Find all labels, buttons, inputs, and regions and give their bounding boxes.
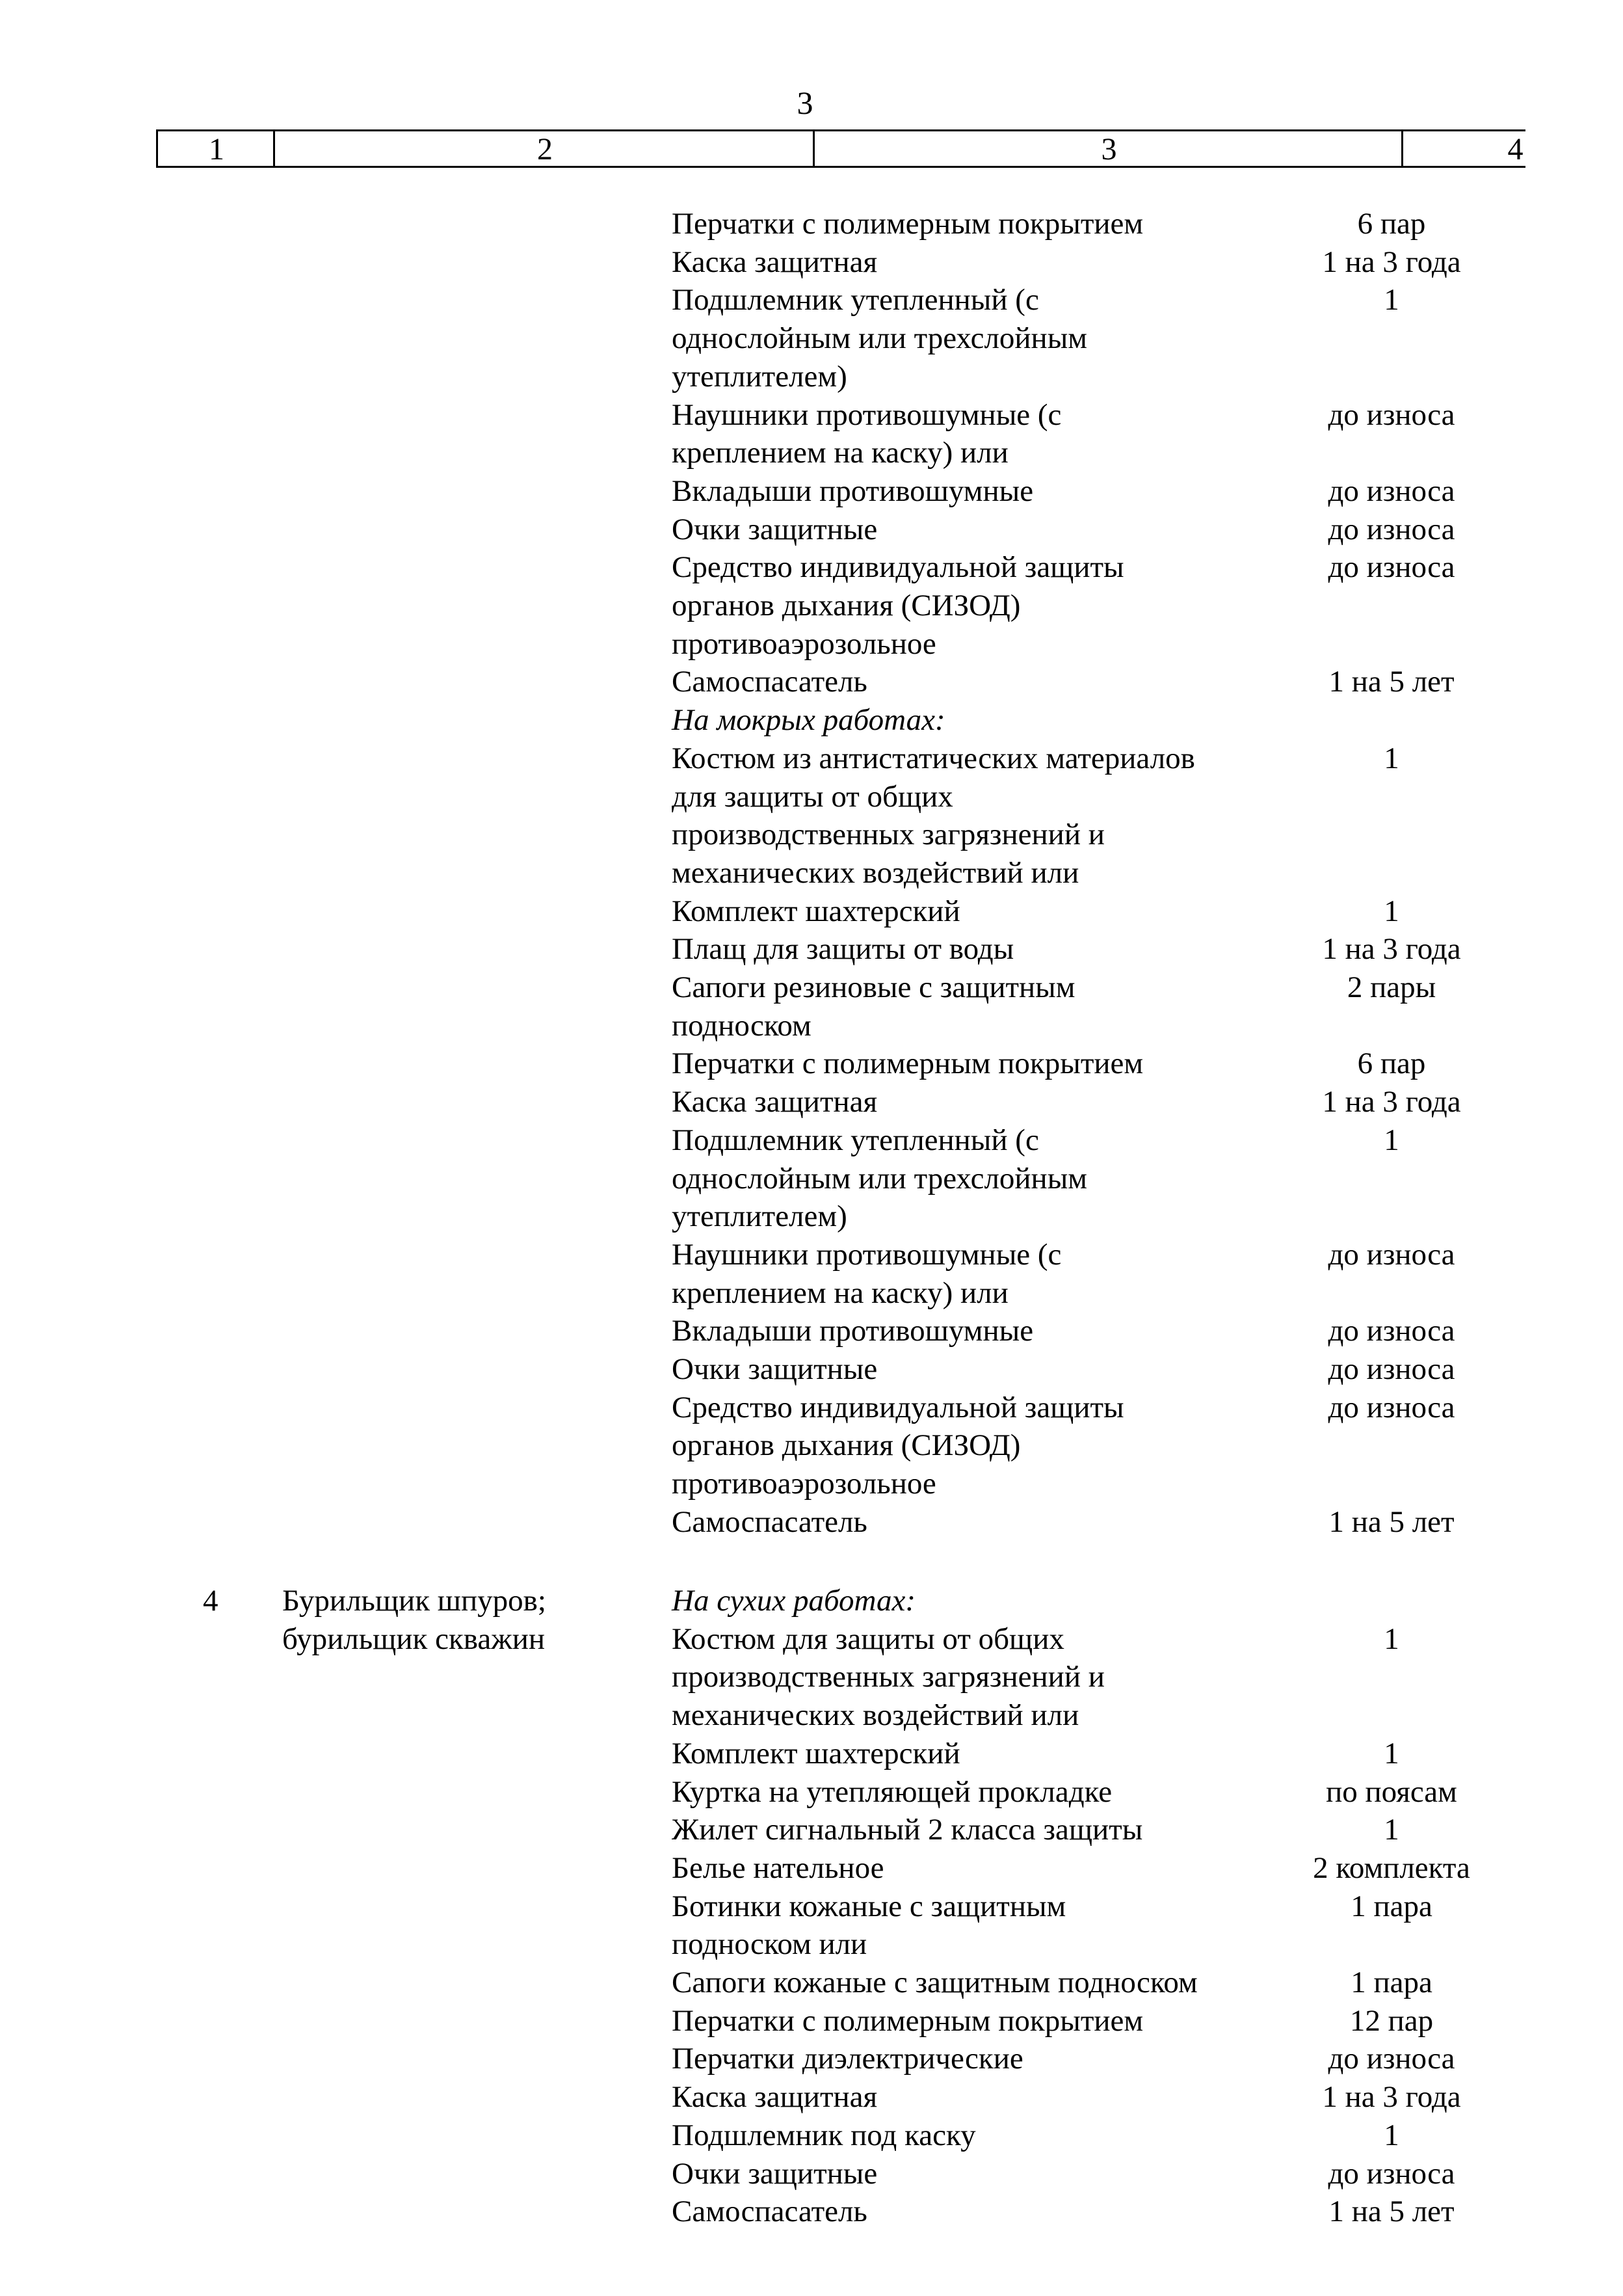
item-description: для защиты от общих bbox=[672, 779, 953, 814]
item-description: противоаэрозольное bbox=[672, 1467, 936, 1501]
item-description: Вкладыши противошумные bbox=[672, 474, 1034, 508]
item-description: Самоспасатель bbox=[672, 665, 867, 699]
item-amount: до износа bbox=[1328, 2156, 1455, 2191]
item-description: противоаэрозольное bbox=[672, 626, 936, 661]
item-amount: до износа bbox=[1328, 1314, 1455, 1348]
item-description: Перчатки с полимерным покрытием bbox=[672, 207, 1144, 241]
item-description: Куртка на утепляющей прокладке bbox=[672, 1774, 1113, 1809]
header-col-2: 2 bbox=[537, 132, 553, 167]
item-description: утеплителем) bbox=[672, 1199, 847, 1234]
item-description: Средство индивидуальной защиты bbox=[672, 550, 1124, 585]
item-amount: до износа bbox=[1328, 1237, 1455, 1272]
header-col-3: 3 bbox=[1101, 132, 1117, 167]
item-description: Ботинки кожаные с защитным bbox=[672, 1889, 1066, 1923]
item-amount: до износа bbox=[1328, 550, 1455, 585]
item-description: Костюм для защиты от общих bbox=[672, 1622, 1064, 1656]
item-amount: 1 bbox=[1384, 894, 1399, 928]
item-description: Очки защитные bbox=[672, 512, 878, 546]
profession-name: бурильщик скважин bbox=[282, 1622, 545, 1656]
item-description: Каска защитная bbox=[672, 2080, 878, 2115]
item-description: механических воздействий или bbox=[672, 1698, 1079, 1733]
item-description: Жилет сигнальный 2 класса защиты bbox=[672, 1813, 1143, 1847]
item-amount: 1 на 5 лет bbox=[1328, 665, 1455, 699]
header-col-1: 1 bbox=[209, 132, 224, 167]
item-amount: до износа bbox=[1328, 2042, 1455, 2076]
item-amount: 1 на 3 года bbox=[1322, 245, 1461, 279]
section-heading: На мокрых работах: bbox=[672, 703, 945, 738]
item-amount: до износа bbox=[1328, 474, 1455, 508]
item-amount: 12 пар bbox=[1349, 2003, 1434, 2038]
item-description: однослойным или трехслойным bbox=[672, 321, 1088, 356]
item-description: Очки защитные bbox=[672, 2156, 878, 2191]
item-amount: 1 пара bbox=[1351, 1889, 1432, 1923]
item-description: утеплителем) bbox=[672, 359, 847, 394]
item-amount: 1 bbox=[1384, 2118, 1399, 2152]
item-description: креплением на каску) или bbox=[672, 436, 1009, 470]
item-description: Каска защитная bbox=[672, 1085, 878, 1119]
header-col-4: 4 bbox=[1507, 132, 1524, 167]
item-description: Плащ для защиты от воды bbox=[672, 932, 1014, 967]
item-description: Перчатки диэлектрические bbox=[672, 2042, 1023, 2076]
item-description: Самоспасатель bbox=[672, 2195, 867, 2229]
item-amount: 1 bbox=[1384, 1813, 1399, 1847]
item-amount: 1 на 5 лет bbox=[1328, 2195, 1455, 2229]
item-amount: 1 bbox=[1384, 1123, 1399, 1157]
item-amount: 1 bbox=[1384, 283, 1399, 317]
item-description: Подшлемник утепленный (с bbox=[672, 283, 1039, 317]
item-amount: 2 пары bbox=[1347, 970, 1436, 1004]
item-description: Перчатки с полимерным покрытием bbox=[672, 2003, 1144, 2038]
row-number: 4 bbox=[203, 1584, 218, 1618]
item-description: Комплект шахтерский bbox=[672, 1736, 960, 1770]
item-description: механических воздействий или bbox=[672, 855, 1079, 890]
item-description: производственных загрязнений и bbox=[672, 818, 1105, 852]
item-amount: до износа bbox=[1328, 512, 1455, 546]
item-description: подноском bbox=[672, 1008, 812, 1043]
item-description: Каска защитная bbox=[672, 245, 878, 279]
item-description: Белье нательное bbox=[672, 1850, 884, 1885]
item-amount: 6 пар bbox=[1357, 207, 1426, 241]
item-amount: 1 на 5 лет bbox=[1328, 1504, 1455, 1539]
item-amount: до износа bbox=[1328, 1390, 1455, 1424]
item-description: Сапоги резиновые с защитным bbox=[672, 970, 1075, 1004]
page-number: 3 bbox=[797, 85, 813, 121]
item-description: Комплект шахтерский bbox=[672, 894, 960, 928]
item-description: Сапоги кожаные с защитным подноском bbox=[672, 1966, 1198, 1999]
item-description: подноском или bbox=[672, 1927, 867, 1962]
item-amount: 1 на 3 года bbox=[1322, 1085, 1461, 1119]
section-heading: На сухих работах: bbox=[672, 1584, 916, 1618]
item-description: Костюм из антистатических материалов bbox=[672, 741, 1195, 775]
item-description: креплением на каску) или bbox=[672, 1275, 1009, 1310]
item-description: Наушники противошумные (с bbox=[672, 1237, 1062, 1272]
item-amount: 1 на 3 года bbox=[1322, 2080, 1461, 2115]
item-description: Средство индивидуальной защиты bbox=[672, 1390, 1124, 1424]
item-amount: 1 bbox=[1384, 1736, 1399, 1770]
item-description: производственных загрязнений и bbox=[672, 1660, 1105, 1694]
item-description: Перчатки с полимерным покрытием bbox=[672, 1047, 1144, 1081]
item-amount: до износа bbox=[1328, 397, 1455, 432]
item-amount: 1 пара bbox=[1351, 1966, 1432, 1999]
item-amount: до износа bbox=[1328, 1352, 1455, 1386]
item-description: Подшлемник утепленный (с bbox=[672, 1123, 1039, 1157]
item-amount: 1 bbox=[1384, 741, 1399, 775]
item-description: Наушники противошумные (с bbox=[672, 397, 1062, 432]
item-description: органов дыхания (СИЗОД) bbox=[672, 1428, 1021, 1463]
item-amount: по поясам bbox=[1326, 1774, 1457, 1809]
item-description: Вкладыши противошумные bbox=[672, 1314, 1034, 1348]
table-header bbox=[156, 129, 1525, 168]
item-description: однослойным или трехслойным bbox=[672, 1161, 1088, 1195]
profession-name: Бурильщик шпуров; bbox=[282, 1584, 546, 1618]
item-description: Самоспасатель bbox=[672, 1504, 867, 1539]
item-amount: 1 на 3 года bbox=[1322, 932, 1461, 967]
item-description: Подшлемник под каску bbox=[672, 2118, 976, 2152]
item-amount: 1 bbox=[1384, 1622, 1399, 1656]
item-amount: 2 комплекта bbox=[1313, 1850, 1470, 1885]
item-description: Очки защитные bbox=[672, 1352, 878, 1386]
item-description: органов дыхания (СИЗОД) bbox=[672, 589, 1021, 622]
item-amount: 6 пар bbox=[1357, 1047, 1426, 1081]
